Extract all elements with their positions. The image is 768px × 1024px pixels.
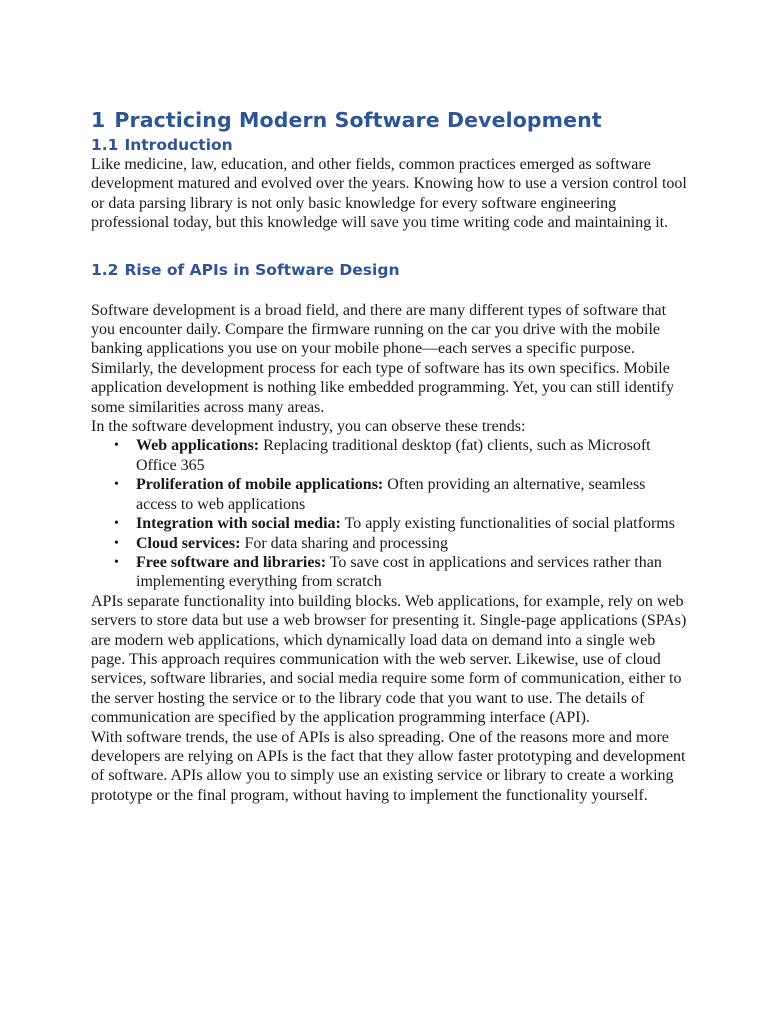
section-heading-apis: [91, 260, 691, 280]
list-item-text: Often providing an alternative, seamless access to web applications: [136, 476, 646, 513]
list-item-term: Web applications:: [136, 437, 260, 455]
list-item: [114, 436, 691, 475]
chapter-heading: [91, 106, 691, 134]
list-item: [114, 514, 691, 533]
bullet-icon: •: [114, 535, 119, 551]
bullet-icon: •: [114, 477, 119, 493]
section-title: Introduction: [124, 136, 233, 154]
apis-paragraph-4: With software trends, the use of APIs is also spreading. One of the reasons more and more developers are relying on APIs is the fact that they allow faster prototyping and development of software. APIs allow you to simply use an existing service or library to create a working prototype or the final program, without having to implement the functionality yourself.: [91, 728, 686, 804]
intro-paragraph: Like medicine, law, education, and other fields, common practices emerged as software development matured and evolved over the years. Knowing how to use a version control tool or data parsing library is not only basic knowledge for every software engineering professional today, but this knowledge will save you time writing code and maintaining it.: [91, 156, 687, 232]
list-item-text: For data sharing and processing: [240, 534, 448, 552]
chapter-title: Practicing Modern Software Development: [114, 108, 602, 132]
list-item: [114, 553, 691, 592]
section-number: 1.2: [91, 260, 119, 279]
document-body: [91, 106, 691, 805]
bullet-icon: •: [114, 554, 119, 570]
list-item: [114, 475, 691, 514]
section-heading-introduction: [91, 135, 691, 155]
bullet-icon: •: [114, 516, 119, 532]
apis-paragraph-2: In the software development industry, you can observe these trends:: [91, 418, 526, 436]
chapter-number: 1: [91, 108, 106, 132]
section-number: 1.1: [91, 136, 119, 154]
list-item-term: Cloud services:: [136, 534, 241, 552]
apis-paragraph-3: APIs separate functionality into building blocks. Web applications, for example, rely on web servers to store data but use a web browser for presenting it. Single-page applications (SPAs) are modern web applications, which dynamically load data on demand into a single web page. This approach requires communication with the web server. Likewise, use of cloud services, software libraries, and social media require some form of communication, either to the server hosting the service or to the library code that you want to use. The details of communication are specified by the application programming interface (API).: [91, 592, 687, 727]
list-item-text: To save cost in applications and services rather than implementing everything from scratch: [136, 553, 662, 591]
trends-list: [91, 436, 691, 591]
list-item-text: To apply existing functionalities of social platforms: [340, 515, 675, 533]
list-item-term: Free software and libraries:: [136, 553, 327, 571]
section-title: Rise of APIs in Software Design: [124, 260, 400, 279]
list-item-text: Replacing traditional desktop (fat) clients, such as Microsoft Office 365: [136, 437, 651, 474]
list-item-term: Integration with social media:: [136, 515, 341, 533]
list-item-term: Proliferation of mobile applications:: [136, 476, 384, 494]
apis-paragraph-1: Software development is a broad field, and there are many different types of software that you encounter daily. Compare the firmware running on the car you drive with the mobile banking applications you use on your mobile phone—each serves a specific purpose. Similarly, the development process for each type of software has its own specifics. Mobile application development is nothing like embedded programming. Yet, you can still identify some similarities across many areas.: [91, 301, 675, 416]
bullet-icon: •: [114, 438, 119, 454]
list-item: [114, 534, 691, 553]
